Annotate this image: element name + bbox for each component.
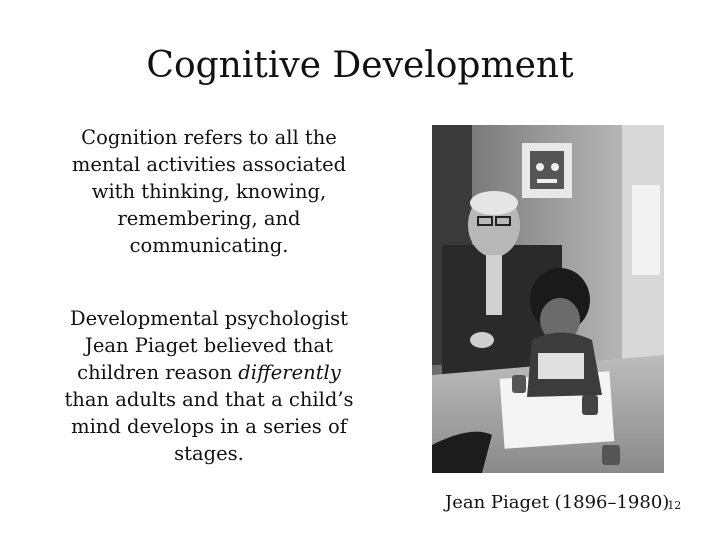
slide-title: Cognitive Development — [146, 45, 574, 86]
paragraph-piaget-before: Developmental psychologist Jean Piaget believed that children reason — [70, 307, 348, 384]
photo-caption — [445, 491, 683, 517]
slide-number: 12 — [667, 499, 682, 512]
piaget-photo — [432, 125, 664, 473]
paragraph-piaget — [58, 305, 360, 467]
paragraph-piaget-emphasis: differently — [238, 361, 341, 384]
photo-caption-text: Jean Piaget (1896–1980) — [445, 492, 670, 513]
paragraph-piaget-after: than adults and that a child’s mind develops in a series of stages. — [64, 388, 354, 465]
paragraph-cognition: Cognition refers to all the mental activities associated with thinking, knowing, remembering, and communicating. — [71, 126, 347, 257]
